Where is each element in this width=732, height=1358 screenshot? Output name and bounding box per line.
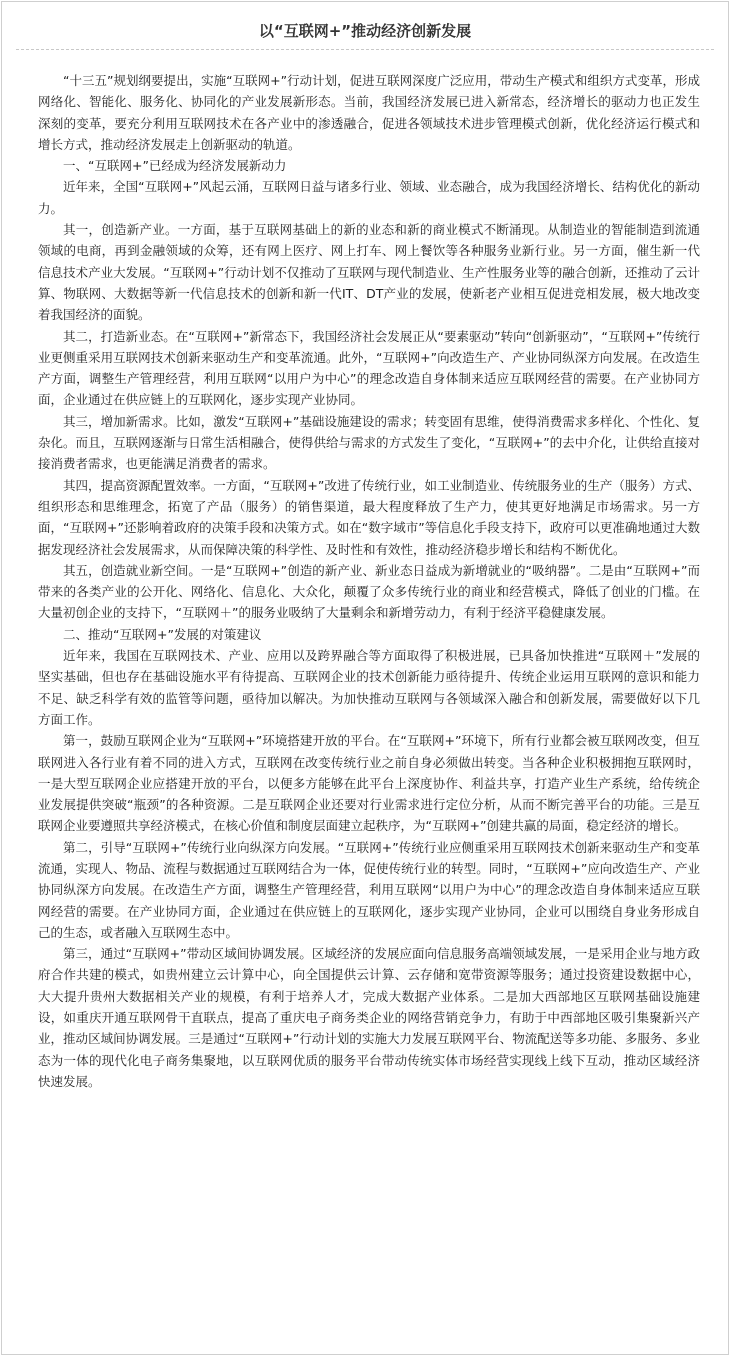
title-divider: [16, 49, 714, 50]
article-title: 以“互联网+”推动经济创新发展: [258, 22, 472, 40]
article-container: [1, 1, 729, 1355]
article-paragraph: 其三，增加新需求。比如，激发“互联网+”基础设施建设的需求；转变固有思维，使得消费需求多样化、个性化、复杂化。而且，互联网逐渐与日常生活相融合，使得供给与需求的方式发生了变化，“互联网+”的去中介化，让供给直接对接消费者需求，也更能满足消费者的需求。: [38, 413, 700, 472]
section-heading: 一、“互联网+”已经成为经济发展新动力: [63, 158, 287, 174]
article-paragraph: 近年来，我国在互联网技术、产业、应用以及跨界融合等方面取得了积极进展，已具备加快推进“互联网＋”发展的坚实基础，但也存在基础设施水平有待提高、互联网企业的技术创新能力亟待提升、传统企业运用互联网的意识和能力不足、缺乏科学有效的监管等问题，亟待加以解决。为加快推动互联网与各领域深入融合和创新发展，需要做好以下几方面工作。: [38, 648, 700, 727]
article-paragraph: 其二，打造新业态。在“互联网+”新常态下，我国经济社会发展正从“要素驱动”转向“创新驱动”，“互联网+”传统行业更侧重采用互联网技术创新来驱动生产和变革流通。此外，“互联网+”向改造生产、产业协同纵深方向发展。在改造生产方面，调整生产管理经营，利用互联网“以用户为中心”的理念改造自身体制来适应互联网经营的需要。在产业协同方面，企业通过在供应链上的互联网化，逐步实现产业协同。: [38, 328, 700, 408]
article-paragraph: 近年来，全国“互联网+”风起云涌，互联网日益与诸多行业、领域、业态融合，成为我国经济增长、结构优化的新动力。: [38, 179, 700, 216]
article-paragraph: 第二，引导“互联网+”传统行业向纵深方向发展。“互联网+”传统行业应侧重采用互联网技术创新来驱动生产和变革流通，实现人、物品、流程与数据通过互联网结合为一体，促使传统行业的转型。同时，“互联网+”应向改造生产、产业协同纵深方向发展。在改造生产方面，调整生产管理经营，利用互联网“以用户为中心”的理念改造自身体制来适应互联网经营的需要。在产业协同方面，企业通过在供应链上的互联网化，逐步实现产业协同，企业可以围绕自身业务形成自己的生态，或者融入互联网生态中。: [38, 839, 700, 940]
article-paragraph: 第三，通过“互联网+”带动区域间协调发展。区域经济的发展应面向信息服务高端领域发展，一是采用企业与地方政府合作共建的模式，如贵州建立云计算中心，向全国提供云计算、云存储和宽带资源等服务；通过投资建设数据中心，大大提升贵州大数据相关产业的规模，有利于培养人才，完成大数据产业体系。二是加大西部地区互联网基础设施建设，如重庆开通互联网骨干直联点，提高了重庆电子商务类企业的网络营销竞争力，有助于中西部地区吸引集聚新兴产业，推动区域间协调发展。三是通过“互联网+”行动计划的实施大力发展互联网平台、物流配送等多功能、多服务、多业态为一体的现代化电子商务集聚地，以互联网优质的服务平台带动传统实体市场经营实现线上线下互动，推动区域经济快速发展。: [38, 946, 700, 1089]
article-paragraph: 第一，鼓励互联网企业为“互联网+”环境搭建开放的平台。在“互联网+”环境下，所有行业都会被互联网改变，但互联网进入各行业有着不同的进入方式，互联网在改变传统行业之前自身必须做出转变。当各种企业积极拥抱互联网时，一是大型互联网企业应搭建开放的平台，以便多方能够在此平台上深度协作、利益共享，打造产业生产系统，给传统企业发展提供突破“瓶颈”的各种资源。二是互联网企业还要对行业需求进行定位分析，从而不断完善平台的功能。三是互联网企业要遵照共享经济模式，在核心价值和制度层面建立起秩序，为“互联网+”创建共赢的局面，稳定经济的增长。: [38, 733, 700, 834]
article-body: [38, 70, 700, 1092]
article-paragraph: 其五，创造就业新空间。一是“互联网+”创造的新产业、新业态日益成为新增就业的“吸纳器”。二是由“互联网+”而带来的各类产业的公开化、网络化、信息化、大众化，颠覆了众多传统行业的商业和经营模式，降低了创业的门槛。在大量初创企业的支持下，“互联网＋”的服务业吸纳了大量剩余和新增劳动力，有利于经济平稳健康发展。: [38, 562, 700, 621]
section-heading: 二、推动“互联网+”发展的对策建议: [63, 626, 262, 642]
article-paragraph: “十三五”规划纲要提出，实施“互联网+”行动计划，促进互联网深度广泛应用，带动生产模式和组织方式变革，形成网络化、智能化、服务化、协同化的产业发展新形态。当前，我国经济发展已进入新常态，经济增长的驱动力也正发生深刻的变革，要充分利用互联网技术在各产业中的渗透融合，促进各领域技术进步管理模式创新，优化经济运行模式和增长方式，推动经济发展走上创新驱动的轨道。: [38, 73, 700, 152]
article-paragraph: 其一，创造新产业。一方面，基于互联网基础上的新的业态和新的商业模式不断涌现。从制造业的智能制造到流通领域的电商，再到金融领域的众筹，还有网上医疗、网上打车、网上餐饮等各种服务业新行业。另一方面，催生新一代信息技术产业大发展。“互联网+”行动计划不仅推动了互联网与现代制造业、生产性服务业等的融合创新，还推动了云计算、物联网、大数据等新一代信息技术的创新和新一代IT、DT产业的发展，使新老产业相互促进竞相发展，极大地改变着我国经济的面貌。: [38, 222, 700, 323]
article-paragraph: 其四，提高资源配置效率。一方面，“互联网+”改进了传统行业，如工业制造业、传统服务业的生产（服务）方式、组织形态和思维理念，拓宽了产品（服务）的销售渠道，最大程度释放了生产力，使其更好地满足市场需求。另一方面，“互联网+”还影响着政府的决策手段和决策方式。如在“数字域市”等信息化手段支持下，政府可以更准确地通过大数据发现经济社会发展需求，从而保障决策的科学性、及时性和有效性，推动经济稳步增长和结构不断优化。: [38, 477, 700, 557]
